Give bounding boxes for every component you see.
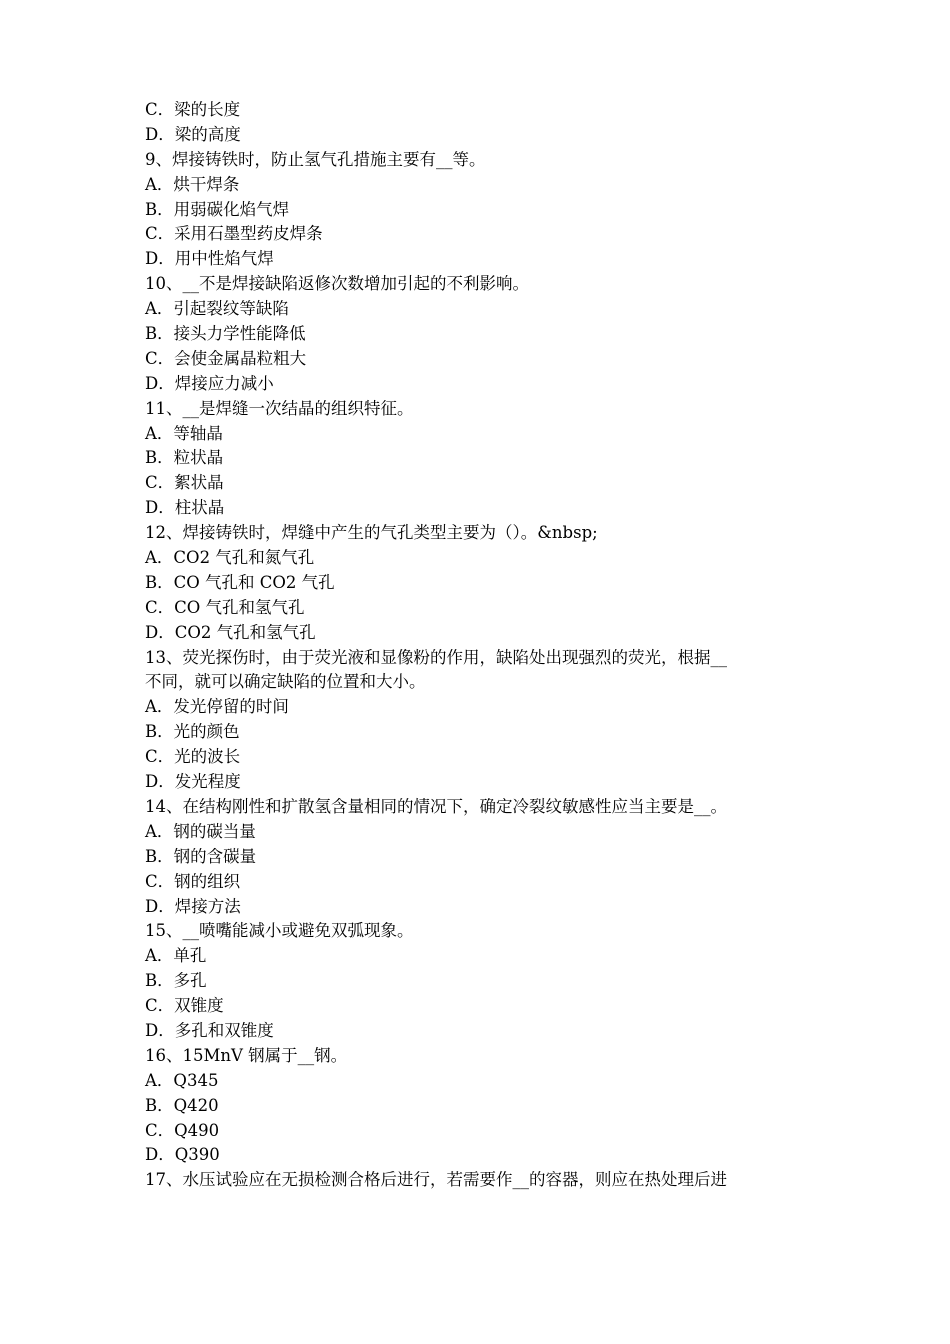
option-line: B．光的颜色	[145, 722, 240, 742]
question-line: 11、__是焊缝一次结晶的组织特征。	[145, 398, 414, 418]
option-line: D．CO2 气孔和氢气孔	[145, 622, 316, 642]
option-line: B．接头力学性能降低	[145, 324, 306, 344]
option-line: B．粒状晶	[145, 448, 224, 468]
option-line: C．采用石墨型药皮焊条	[145, 224, 323, 244]
option-line: B．用弱碳化焰气焊	[145, 199, 290, 219]
question-line: 12、焊接铸铁时，焊缝中产生的气孔类型主要为（）。&nbsp;	[145, 523, 598, 543]
question-line: 16、15MnV 钢属于__钢。	[145, 1045, 348, 1065]
option-line: A．发光停留的时间	[145, 697, 289, 717]
option-line: A．烘干焊条	[145, 174, 240, 194]
option-line: D．梁的高度	[145, 124, 241, 144]
option-line: B．钢的含碳量	[145, 846, 257, 866]
option-line: D．用中性焰气焊	[145, 249, 274, 269]
option-line: C．Q490	[145, 1120, 220, 1140]
question-line: 14、在结构刚性和扩散氢含量相同的情况下，确定冷裂纹敏感性应当主要是__。	[145, 796, 727, 816]
option-line: D．发光程度	[145, 772, 241, 792]
option-line: C．絮状晶	[145, 473, 224, 493]
option-line: B．CO 气孔和 CO2 气孔	[145, 572, 335, 592]
option-line: D．柱状晶	[145, 498, 225, 518]
option-line: A．等轴晶	[145, 423, 223, 443]
option-line: D．焊接应力减小	[145, 373, 274, 393]
question-line: 9、焊接铸铁时，防止氢气孔措施主要有__等。	[145, 149, 486, 169]
option-line: B．多孔	[145, 971, 207, 991]
question-line: 15、__喷嘴能减小或避免双弧现象。	[145, 921, 414, 941]
question-line: 17、水压试验应在无损检测合格后进行，若需要作__的容器，则应在热处理后进	[145, 1170, 727, 1190]
option-line: D．多孔和双锥度	[145, 1020, 274, 1040]
option-line: A．CO2 气孔和氮气孔	[145, 548, 315, 568]
option-line: D．焊接方法	[145, 896, 241, 916]
option-line: C．钢的组织	[145, 871, 241, 891]
question-line: 不同，就可以确定缺陷的位置和大小。	[145, 672, 426, 692]
option-line: A．Q345	[145, 1070, 219, 1090]
document-body	[145, 98, 835, 1193]
option-line: C．双锥度	[145, 996, 224, 1016]
option-line: C．光的波长	[145, 747, 241, 767]
question-line: 13、荧光探伤时，由于荧光液和显像粉的作用，缺陷处出现强烈的荧光，根据__	[145, 647, 727, 667]
option-line: A．引起裂纹等缺陷	[145, 299, 289, 319]
option-line: A．钢的碳当量	[145, 821, 256, 841]
option-line: C．CO 气孔和氢气孔	[145, 597, 305, 617]
option-line: C．梁的长度	[145, 100, 241, 119]
option-line: C．会使金属晶粒粗大	[145, 348, 307, 368]
option-line: D．Q390	[145, 1145, 220, 1165]
option-line: B．Q420	[145, 1095, 219, 1115]
option-line: A．单孔	[145, 946, 207, 966]
question-line: 10、__不是焊接缺陷返修次数增加引起的不利影响。	[145, 274, 529, 294]
